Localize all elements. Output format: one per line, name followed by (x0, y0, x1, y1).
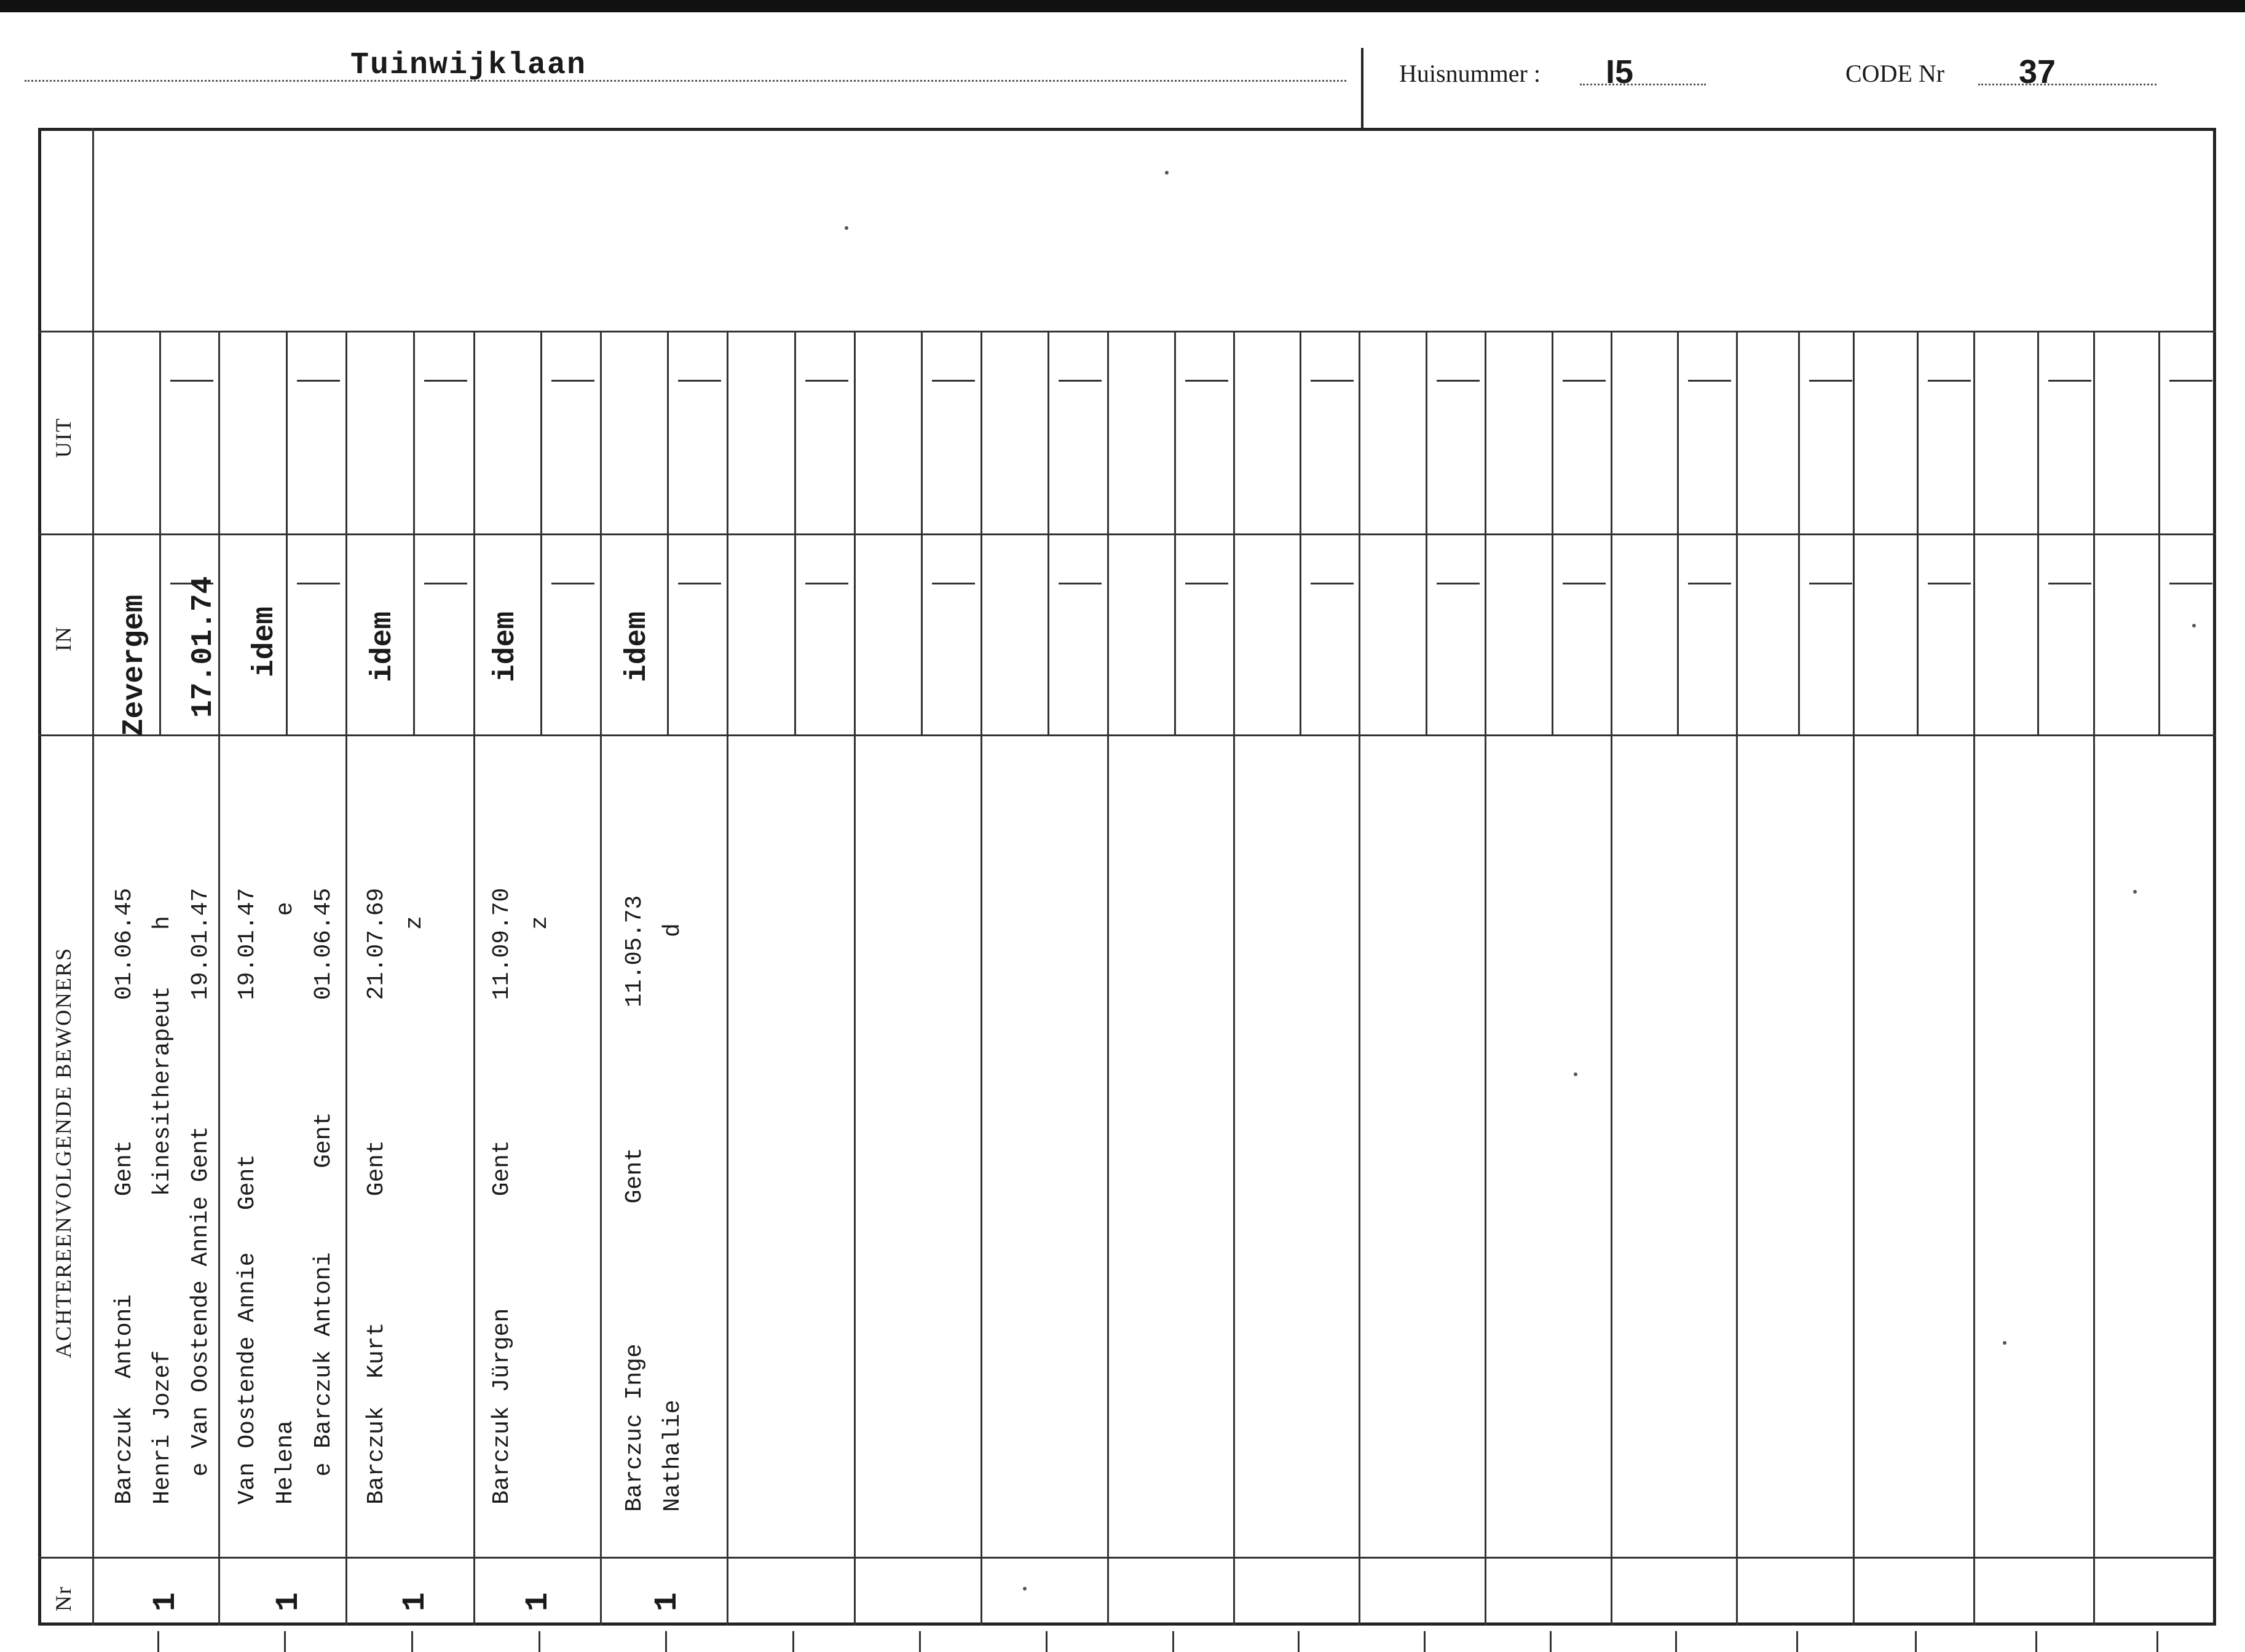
in-blank-dash (932, 583, 975, 584)
street-dotted-line (25, 80, 1346, 82)
entry-2-resident-line-3: e Barczuk Antoni Gent 01.06.45 (310, 887, 337, 1504)
uit-blank-dash (424, 380, 467, 382)
column-divider (980, 331, 982, 1626)
uit-blank-dash (297, 380, 340, 382)
uit-blank-dash (2169, 380, 2212, 382)
entry-2-nr: 1 (270, 1592, 307, 1611)
bottom-edge-tick (665, 1631, 667, 1652)
sub-column-divider (1300, 331, 1301, 734)
sub-column-divider (794, 331, 796, 734)
bottom-edge-tick (1550, 1631, 1552, 1652)
bottom-edge-tick (919, 1631, 921, 1652)
entry-3-resident-line-2: z (401, 916, 428, 1504)
uit-blank-dash (1185, 380, 1228, 382)
row-label-nr: Nr (51, 1586, 76, 1611)
scan-speck (1574, 1072, 1577, 1076)
sub-column-divider (286, 331, 288, 734)
column-divider (1853, 331, 1855, 1626)
house-number-dotted-line (1580, 84, 1706, 85)
header-divider (1361, 48, 1363, 129)
bottom-edge-tick (1172, 1631, 1174, 1652)
entry-2-resident-line-1: Van Oostende Annie Gent 19.01.47 (234, 887, 261, 1504)
column-divider (1736, 331, 1738, 1626)
code-label: CODE Nr (1845, 60, 1945, 87)
sub-column-divider (413, 331, 415, 734)
column-divider (1107, 331, 1109, 1626)
in-blank-dash (1688, 583, 1731, 584)
entry-1-resident-line-2: Henri Jozef kinesitherapeut h (149, 916, 176, 1504)
sub-column-divider (1552, 331, 1553, 734)
uit-blank-dash (2048, 380, 2091, 382)
column-divider (727, 331, 728, 1626)
sub-column-divider (2158, 331, 2160, 734)
house-number-value: I5 (1606, 53, 1634, 90)
separator-uit-in (38, 533, 2216, 535)
column-divider (345, 331, 347, 1626)
column-divider (1611, 331, 1612, 1626)
entry-4-resident-line-2: z (527, 916, 553, 1504)
row-label-residents: ACHTEREENVOLGENDE BEWONERS (51, 947, 76, 1358)
in-blank-dash (678, 583, 721, 584)
in-blank-dash (1059, 583, 1102, 584)
scan-speck (2192, 624, 2196, 627)
entry-3-nr: 1 (397, 1592, 433, 1611)
in-blank-dash (805, 583, 848, 584)
scan-speck (1165, 171, 1169, 175)
bottom-edge-tick (1915, 1631, 1917, 1652)
uit-blank-dash (1437, 380, 1480, 382)
top-edge-bar (0, 0, 2245, 12)
in-blank-dash (551, 583, 594, 584)
bottom-edge-tick (284, 1631, 286, 1652)
in-blank-dash (1928, 583, 1971, 584)
in-blank-dash (1311, 583, 1354, 584)
row-label-uit: UIT (51, 417, 76, 458)
uit-blank-dash (1809, 380, 1852, 382)
sub-column-divider (1174, 331, 1176, 734)
entry-1-nr: 1 (148, 1592, 184, 1611)
entry-2-resident-line-2: Helena e (272, 902, 299, 1504)
sub-column-divider (1798, 331, 1800, 734)
column-divider (473, 331, 475, 1626)
entry-5-resident-line-1: Barczuc Inge Gent 11.05.73 (621, 895, 648, 1512)
entry-5-in-place: idem (621, 611, 654, 682)
scan-speck (845, 226, 848, 230)
bottom-edge-tick (1424, 1631, 1426, 1652)
sub-column-divider (2037, 331, 2039, 734)
label-column-divider (92, 128, 94, 1626)
sub-column-divider (921, 331, 923, 734)
uit-blank-dash (1059, 380, 1102, 382)
bottom-edge-tick (2156, 1631, 2158, 1652)
entry-3-resident-line-1: Barczuk Kurt Gent 21.07.69 (363, 887, 390, 1504)
entry-4-in-place: idem (489, 611, 523, 682)
bottom-edge-tick (792, 1631, 794, 1652)
column-divider (1973, 331, 1975, 1626)
entry-1-in-place: Zevergem (118, 594, 151, 736)
scan-speck (2133, 890, 2137, 894)
in-blank-dash (1809, 583, 1852, 584)
entry-5-nr: 1 (649, 1592, 685, 1611)
house-number-label: Huisnummer : (1399, 60, 1541, 87)
scan-speck (1023, 1587, 1027, 1591)
uit-blank-dash (551, 380, 594, 382)
sub-column-divider (1048, 331, 1049, 734)
row-label-in: IN (51, 626, 76, 651)
column-divider (2093, 331, 2095, 1626)
sub-column-divider (1677, 331, 1679, 734)
bottom-edge-tick (1796, 1631, 1798, 1652)
uit-blank-dash (805, 380, 848, 382)
bottom-edge-tick (1046, 1631, 1048, 1652)
sub-column-divider (159, 331, 161, 734)
code-dotted-line (1978, 84, 2156, 85)
bottom-edge-tick (1675, 1631, 1677, 1652)
bottom-edge-tick (411, 1631, 413, 1652)
in-blank-dash (2048, 583, 2091, 584)
in-blank-dash (2169, 583, 2212, 584)
entry-2-in-place: idem (248, 606, 282, 677)
entry-5-resident-line-2: Nathalie d (660, 923, 686, 1512)
bottom-edge-tick (1298, 1631, 1300, 1652)
column-divider (854, 331, 856, 1626)
entry-3-in-place: idem (366, 611, 400, 682)
column-divider (1359, 331, 1360, 1626)
separator-in-residents (38, 734, 2216, 736)
entry-4-resident-line-1: Barczuk Jürgen Gent 11.09.70 (489, 887, 515, 1504)
uit-blank-dash (1928, 380, 1971, 382)
in-blank-dash (297, 583, 340, 584)
sub-column-divider (540, 331, 542, 734)
sub-column-divider (667, 331, 669, 734)
bottom-edge-tick (539, 1631, 540, 1652)
code-value: 37 (2019, 53, 2056, 90)
entry-1-resident-line-3: e Van Oostende Annie Gent 19.01.47 (187, 887, 214, 1504)
sub-column-divider (1426, 331, 1427, 734)
column-divider (1485, 331, 1486, 1626)
separator-top-blank (38, 331, 2216, 332)
in-blank-dash (424, 583, 467, 584)
sub-column-divider (1917, 331, 1919, 734)
separator-residents-nr (38, 1557, 2216, 1559)
uit-blank-dash (1688, 380, 1731, 382)
bottom-edge-tick (2035, 1631, 2037, 1652)
entry-1-resident-line-1: Barczuk Antoni Gent 01.06.45 (111, 887, 138, 1504)
bottom-edge-tick (157, 1631, 159, 1652)
column-divider (1233, 331, 1235, 1626)
in-blank-dash (1437, 583, 1480, 584)
uit-blank-dash (1311, 380, 1354, 382)
uit-blank-dash (932, 380, 975, 382)
entry-1-in-date: 17.01.74 (187, 576, 220, 718)
uit-blank-dash (170, 380, 213, 382)
uit-blank-dash (678, 380, 721, 382)
in-blank-dash (1563, 583, 1606, 584)
in-blank-dash (1185, 583, 1228, 584)
street-name: Tuinwijklaan (350, 48, 587, 83)
column-divider (600, 331, 602, 1626)
entry-4-nr: 1 (520, 1592, 556, 1611)
scan-speck (2003, 1341, 2006, 1345)
uit-blank-dash (1563, 380, 1606, 382)
